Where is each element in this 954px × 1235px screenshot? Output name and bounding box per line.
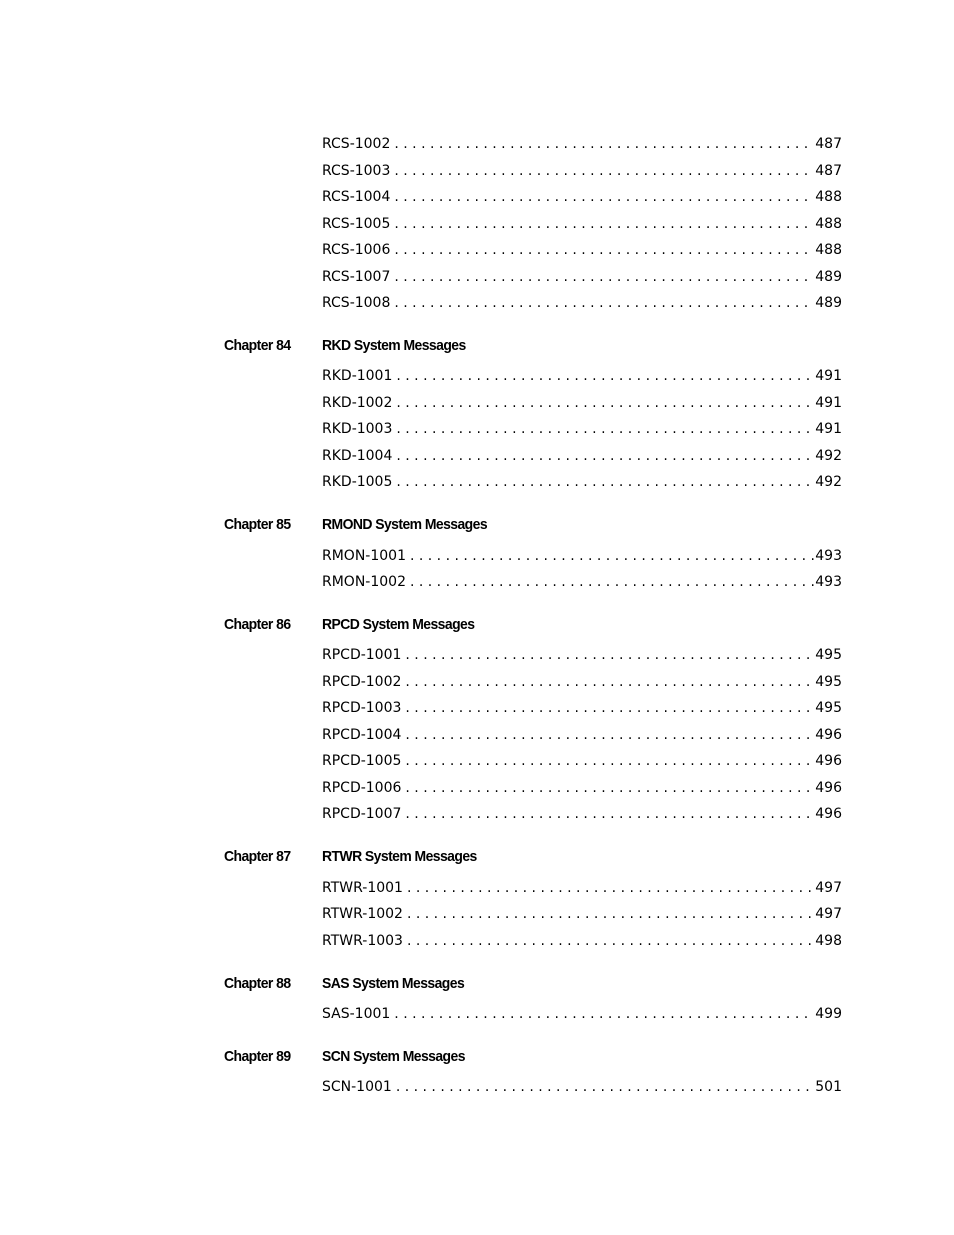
chapter-title[interactable]: SCN System Messages: [322, 1048, 465, 1065]
toc-entry[interactable]: [322, 293, 842, 313]
dot-leader: [403, 904, 814, 924]
entry-label: RKD-1002: [322, 395, 393, 411]
entry-label: RCS-1004: [322, 189, 391, 205]
toc-entry[interactable]: [322, 214, 842, 234]
entry-page: 491: [815, 368, 842, 384]
entry-label: RPCD-1001: [322, 647, 402, 663]
dot-leader: [390, 1004, 814, 1024]
entry-page: 488: [815, 242, 842, 258]
entry-label: RKD-1001: [322, 368, 393, 384]
entry-page: 491: [815, 421, 842, 437]
chapter-title[interactable]: SAS System Messages: [322, 975, 465, 992]
dot-leader: [390, 267, 814, 287]
entry-page: 495: [815, 674, 842, 690]
toc-entry[interactable]: [322, 904, 842, 924]
toc-entry[interactable]: [322, 645, 842, 665]
entry-page: 496: [815, 727, 842, 743]
entry-label: RTWR-1003: [322, 933, 403, 949]
entry-page: 488: [815, 189, 842, 205]
entry-page: 489: [815, 269, 842, 285]
entry-label: SAS-1001: [322, 1006, 391, 1022]
entry-page: 487: [815, 163, 842, 179]
entry-label: RCS-1002: [322, 136, 391, 152]
toc-entry[interactable]: [322, 931, 842, 951]
entry-label: RPCD-1006: [322, 780, 402, 796]
entry-label: RCS-1005: [322, 216, 391, 232]
dot-leader: [401, 698, 814, 718]
dot-leader: [390, 134, 814, 154]
entry-label: RKD-1004: [322, 448, 393, 464]
dot-leader: [401, 645, 814, 665]
toc-entry[interactable]: [322, 161, 842, 181]
toc-entry[interactable]: [322, 1004, 842, 1024]
entry-label: RPCD-1004: [322, 727, 402, 743]
entry-label: RPCD-1003: [322, 700, 402, 716]
chapter-number: Chapter 88: [224, 975, 291, 992]
entry-page: 493: [815, 574, 842, 590]
entry-label: RMON-1001: [322, 548, 406, 564]
toc-entry[interactable]: [322, 804, 842, 824]
dot-leader: [392, 472, 814, 492]
dot-leader: [390, 187, 814, 207]
dot-leader: [390, 240, 814, 260]
chapter-number: Chapter 85: [224, 516, 291, 533]
chapter-title[interactable]: RMOND System Messages: [322, 516, 488, 533]
toc-entry[interactable]: [322, 366, 842, 386]
dot-leader: [401, 725, 814, 745]
entry-page: 498: [815, 933, 842, 949]
entry-page: 492: [815, 448, 842, 464]
dot-leader: [392, 1077, 814, 1097]
entry-page: 495: [815, 700, 842, 716]
entry-page: 493: [815, 548, 842, 564]
entry-label: SCN-1001: [322, 1079, 392, 1095]
toc-entry[interactable]: [322, 698, 842, 718]
dot-leader: [403, 878, 814, 898]
toc-entry[interactable]: [322, 393, 842, 413]
dot-leader: [390, 214, 814, 234]
dot-leader: [390, 161, 814, 181]
dot-leader: [401, 672, 814, 692]
toc-entry[interactable]: [322, 878, 842, 898]
entry-page: 491: [815, 395, 842, 411]
entry-page: 487: [815, 136, 842, 152]
entry-label: RTWR-1002: [322, 906, 403, 922]
toc-entry[interactable]: [322, 546, 842, 566]
entry-label: RCS-1008: [322, 295, 391, 311]
entry-label: RPCD-1002: [322, 674, 402, 690]
entry-label: RTWR-1001: [322, 880, 403, 896]
toc-entry[interactable]: [322, 134, 842, 154]
toc-entry[interactable]: [322, 572, 842, 592]
dot-leader: [401, 804, 814, 824]
toc-entry[interactable]: [322, 751, 842, 771]
chapter-number: Chapter 84: [224, 337, 291, 354]
chapter-number: Chapter 89: [224, 1048, 291, 1065]
dot-leader: [392, 446, 814, 466]
dot-leader: [401, 751, 814, 771]
toc-entry[interactable]: [322, 672, 842, 692]
chapter-number: Chapter 86: [224, 616, 291, 633]
entry-label: RCS-1003: [322, 163, 391, 179]
entry-label: RMON-1002: [322, 574, 406, 590]
toc-entry[interactable]: [322, 240, 842, 260]
toc-entry[interactable]: [322, 267, 842, 287]
entry-label: RKD-1003: [322, 421, 393, 437]
entry-page: 496: [815, 806, 842, 822]
entry-label: RPCD-1005: [322, 753, 402, 769]
chapter-title[interactable]: RKD System Messages: [322, 337, 466, 354]
dot-leader: [392, 393, 814, 413]
toc-entry[interactable]: [322, 187, 842, 207]
entry-label: RCS-1006: [322, 242, 391, 258]
entry-page: 488: [815, 216, 842, 232]
chapter-title[interactable]: RPCD System Messages: [322, 616, 475, 633]
dot-leader: [390, 293, 814, 313]
entry-page: 499: [815, 1006, 842, 1022]
chapter-number: Chapter 87: [224, 848, 291, 865]
entry-label: RCS-1007: [322, 269, 391, 285]
dot-leader: [401, 778, 814, 798]
toc-entry[interactable]: [322, 472, 842, 492]
toc-entry[interactable]: [322, 446, 842, 466]
entry-label: RKD-1005: [322, 474, 393, 490]
toc-entry[interactable]: [322, 725, 842, 745]
dot-leader: [403, 931, 814, 951]
entry-page: 489: [815, 295, 842, 311]
toc-entry[interactable]: [322, 419, 842, 439]
entry-page: 501: [815, 1079, 842, 1095]
entry-page: 497: [815, 906, 842, 922]
chapter-title[interactable]: RTWR System Messages: [322, 848, 477, 865]
dot-leader: [392, 419, 814, 439]
dot-leader: [392, 366, 814, 386]
entry-page: 496: [815, 753, 842, 769]
dot-leader: [406, 572, 814, 592]
toc-entry[interactable]: [322, 778, 842, 798]
toc-entry[interactable]: [322, 1077, 842, 1097]
entry-page: 495: [815, 647, 842, 663]
dot-leader: [406, 546, 814, 566]
entry-page: 496: [815, 780, 842, 796]
entry-page: 497: [815, 880, 842, 896]
entry-label: RPCD-1007: [322, 806, 402, 822]
entry-page: 492: [815, 474, 842, 490]
